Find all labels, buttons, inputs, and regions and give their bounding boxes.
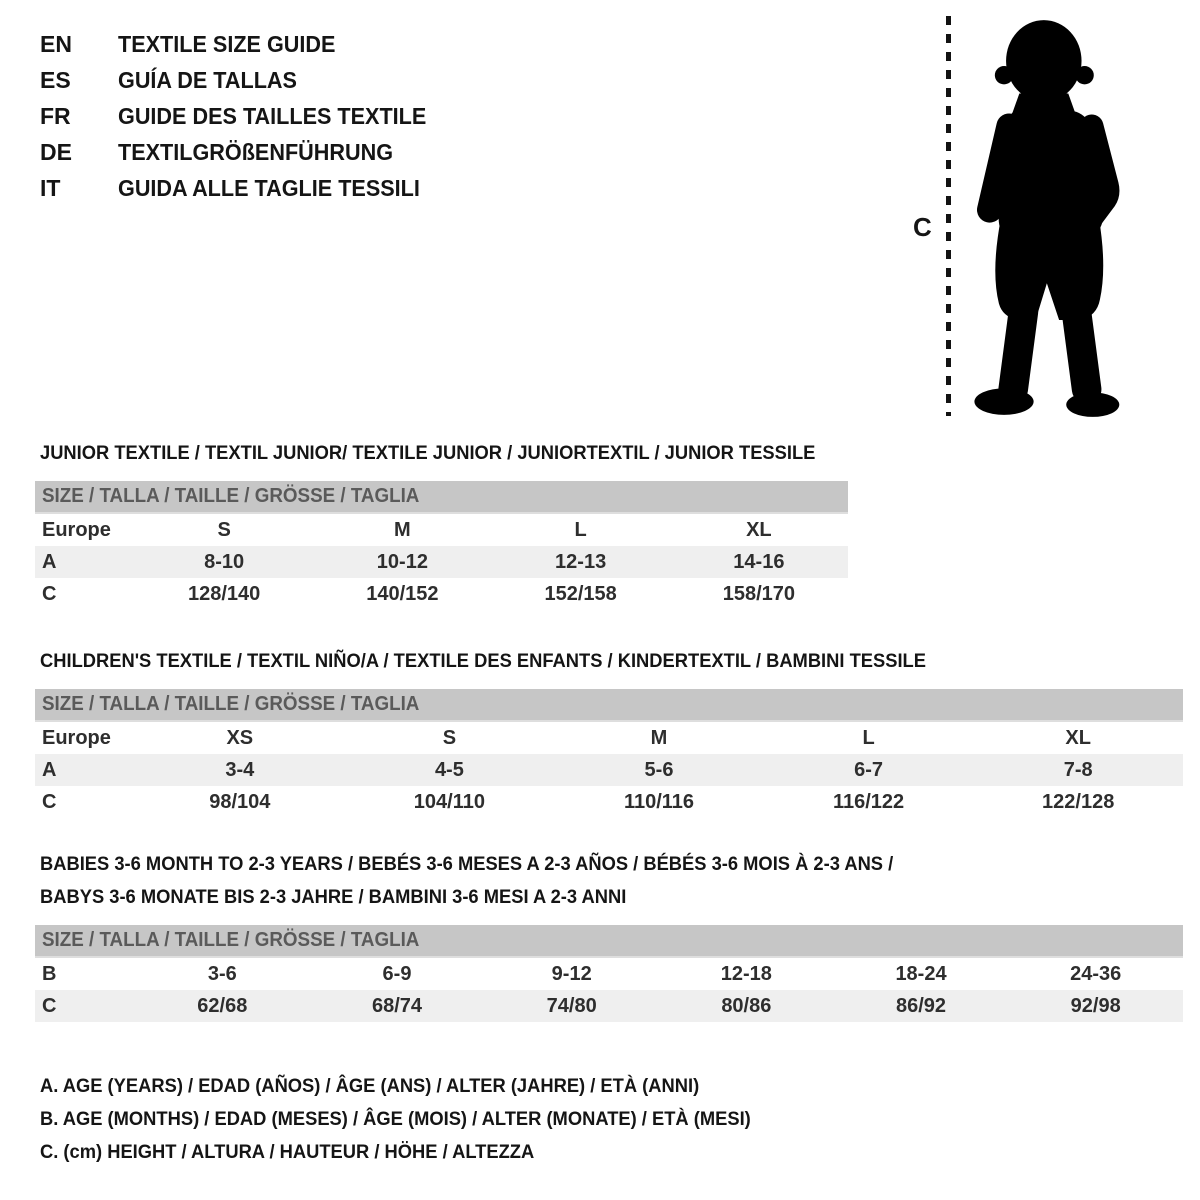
size-row [35,578,848,610]
guide-title [118,139,411,166]
legend-line-text: C. (cm) HEIGHT / ALTURA / HAUTEUR / HÖHE / ALTEZZA [40,1141,535,1163]
size-cell: 122/128 [1042,790,1115,813]
size-header-bar [35,925,1183,958]
row-label: A [42,758,57,781]
size-cell: 6-7 [854,758,884,781]
size-cell: 68/74 [371,994,423,1017]
language-row [40,134,446,170]
measurement-legend [40,1070,796,1169]
legend-line-text: B. AGE (MONTHS) / EDAD (MESES) / ÂGE (MOIS) / ALTER (MONATE) / ETÀ (MESI) [40,1108,751,1130]
size-header-text: SIZE / TALLA / TAILLE / GRÖSSE / TAGLIA [42,929,420,951]
size-cell: 6-9 [382,962,412,985]
guide-title-text: GUIDA ALLE TAGLIE TESSILI [118,174,420,201]
guide-title [118,103,446,130]
size-row [35,786,1183,818]
size-cell: L [574,518,587,541]
size-row [35,546,848,578]
guide-title-text: GUIDE DES TAILLES TEXTILE [118,102,427,129]
size-cell: 12-18 [720,962,772,985]
size-cell: XL [746,518,772,541]
size-cell: 4-5 [434,758,464,781]
language-row [40,98,446,134]
language-code: DE [40,138,72,165]
language-row [40,26,446,62]
size-cell: 80/86 [721,994,772,1017]
size-row [35,722,1183,754]
size-cell: 86/92 [895,994,947,1017]
row-label: C [42,790,57,813]
size-cell: 104/110 [413,790,485,813]
section-babies-textile [35,848,1183,1022]
legend-line [40,1070,796,1103]
size-cell: M [650,726,668,749]
section-title [35,437,848,470]
size-cell: 152/158 [544,582,617,605]
legend-line [40,1136,796,1169]
section-junior-textile [35,437,848,610]
row-label: A [42,550,57,573]
legend-line-text: A. AGE (YEARS) / EDAD (AÑOS) / ÂGE (ANS) / ALTER (JAHRE) / ETÀ (ANNI) [40,1075,700,1097]
guide-title-text: GUÍA DE TALLAS [118,66,297,93]
size-cell: 10-12 [376,550,428,573]
size-cell: 62/68 [197,994,248,1017]
size-cell: L [862,726,875,749]
row-label: C [42,994,57,1017]
size-header-text: SIZE / TALLA / TAILLE / GRÖSSE / TAGLIA [42,693,420,715]
size-cell: 14-16 [733,550,785,573]
section-title [35,848,1183,881]
language-code: EN [40,30,72,57]
size-cell: XL [1065,726,1091,749]
row-label: Europe [42,726,111,749]
size-cell: 74/80 [546,994,597,1017]
size-cell: 5-6 [644,758,674,781]
toddler-silhouette-icon [962,14,1146,422]
height-measure-dashed-line [946,16,951,416]
section-title [35,645,1183,678]
size-row [35,514,848,546]
size-header-text: SIZE / TALLA / TAILLE / GRÖSSE / TAGLIA [42,485,420,507]
size-cell: 9-12 [551,962,592,985]
size-row [35,958,1183,990]
row-label: B [42,962,57,985]
guide-title-text: TEXTILGRÖßENFÜHRUNG [118,138,394,165]
size-cell: 128/140 [187,582,261,605]
section-title-text: BABIES 3-6 MONTH TO 2-3 YEARS / BEBÉS 3-6 MESES A 2-3 AÑOS / BÉBÉS 3-6 MOIS À 2-3 ANS / [40,853,894,875]
size-cell: 92/98 [1070,994,1121,1017]
size-cell: XS [226,726,254,749]
legend-line [40,1103,796,1136]
size-cell: 110/116 [623,790,695,813]
row-label: C [42,582,57,605]
language-row [40,170,446,206]
size-cell: 8-10 [204,550,245,573]
size-cell: 3-6 [207,962,237,985]
size-header-bar [35,481,848,514]
language-row [40,62,446,98]
row-label: Europe [42,518,111,541]
section-title [35,881,1183,914]
guide-title-text: TEXTILE SIZE GUIDE [118,30,336,57]
section-childrens-textile [35,645,1183,818]
size-cell: 98/104 [209,790,271,813]
language-code: ES [40,66,71,93]
size-cell: 158/170 [722,582,796,605]
guide-title [118,31,349,58]
size-cell: M [394,518,411,541]
size-cell: 116/122 [832,790,905,813]
size-cell: 3-4 [225,758,255,781]
section-title-text: CHILDREN'S TEXTILE / TEXTIL NIÑO/A / TEXTILE DES ENFANTS / KINDERTEXTIL / BAMBINI TESSILE [40,650,926,672]
language-code: FR [40,102,71,129]
size-cell: 7-8 [1063,758,1093,781]
size-cell: S [217,518,231,541]
size-header-bar [35,689,1183,722]
size-cell: 18-24 [895,962,947,985]
size-row [35,754,1183,786]
size-cell: 12-13 [555,550,607,573]
section-title-text: BABYS 3-6 MONATE BIS 2-3 JAHRE / BAMBINI 3-6 MESI A 2-3 ANNI [40,886,627,908]
size-row [35,990,1183,1022]
size-cell: S [442,726,457,749]
language-title-list [40,26,446,206]
size-cell: 24-36 [1070,962,1122,985]
guide-title [118,175,439,202]
height-measure-label: C [913,212,932,242]
size-cell: 140/152 [366,582,439,605]
section-title-text: JUNIOR TEXTILE / TEXTIL JUNIOR/ TEXTILE JUNIOR / JUNIORTEXTIL / JUNIOR TESSILE [40,442,816,464]
language-code: IT [40,174,61,201]
guide-title [118,67,308,94]
